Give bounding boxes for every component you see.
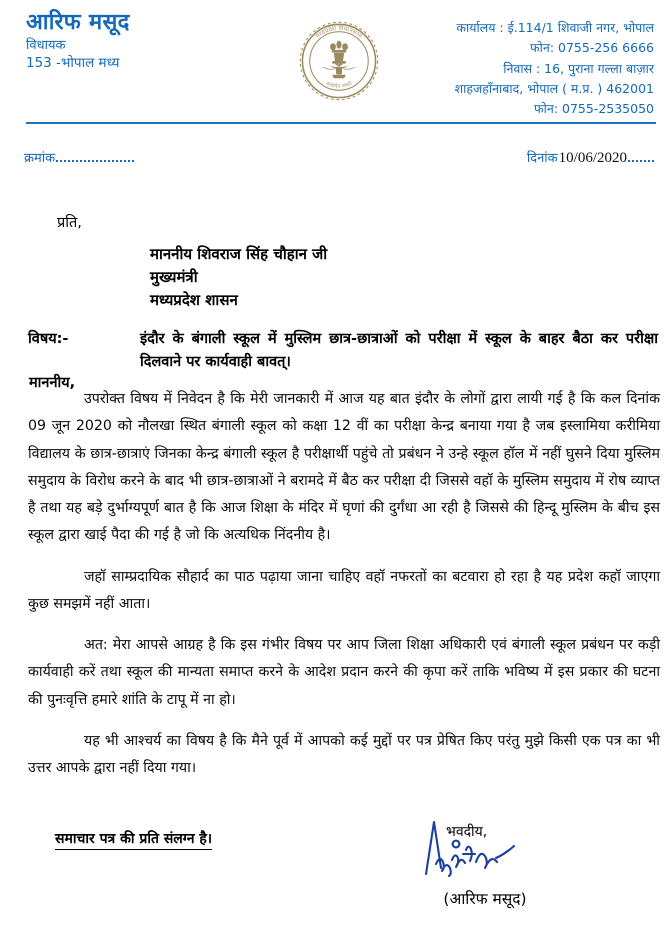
body-paragraph: उपरोक्त विषय में निवेदन है कि मेरी जानकारी में आज यह बात इंदौर के लोगों द्वारा लायी गई है कि कल दिनांक 09 जून 2020 को नौलखा स्थित बंगाली स्कूल को कक्षा 12 वीं का परीक्षा केन्द्र बनाया गया है जब इस्लामिया करीमिया विद्यालय के छात्र-छात्राएं जिनका केन्द्र बंगाली स्कूल है परीक्षार्थी पहुंचे तो प्रबंधन ने उन्हे स्कूल हॉल में नहीं घुसने दिया मुस्लिम समुदाय के विरोध करने के बाद भी छात्र-छात्राओं ने बरामदे में बैठ कर परीक्षा दी जिससे वहॉ के मुस्लिम समुदाय में रोष व्याप्त है तथा यह बड़े दुर्भाग्यपूर्ण बात है कि आज शिक्षा के मंदिर में घृणां की दुर्गंधा आ रही है जिससे की हिन्दू मुस्लिम के बीच इस स्कूल द्वारा खाई पैदा की गई है जो कि अत्यधिक निंदनीय है। — [28, 391, 660, 544]
addressee-line-3: मध्यप्रदेश शासन — [150, 290, 238, 309]
reference-label: क्रमांक — [24, 151, 56, 166]
office-address: कार्यालय : ई.114/1 शिवाजी नगर, भोपाल — [456, 20, 654, 35]
svg-text:सत्यमेव जयते: सत्यमेव जयते — [325, 81, 353, 90]
reference-date-row — [0, 148, 668, 174]
letterhead-contact — [455, 18, 654, 119]
reference-dotted-line — [56, 151, 134, 162]
reference-number-field — [24, 148, 134, 166]
addressee-line-2: मुख्यमंत्री — [150, 267, 198, 286]
mla-constituency: 153 -भोपाल मध्य — [26, 55, 120, 72]
signatory-name: (आरिफ मसूद) — [443, 890, 527, 908]
addressee-line-1: माननीय शिवराज सिंह चौहान जी — [150, 245, 328, 263]
greeting: माननीय, — [29, 375, 76, 391]
residence-address-line1: निवास : 16, पुराना गल्ला बाज़ार — [503, 60, 654, 76]
residence-phone: फोन: 0755-2535050 — [534, 101, 654, 116]
enclosure-note: समाचार पत्र की प्रति संलग्न है। — [55, 829, 212, 850]
letterhead-divider — [26, 122, 656, 124]
svg-text:मध्यप्रदेश विधानसभा: मध्यप्रदेश विधानसभा — [314, 24, 364, 40]
letterhead — [0, 0, 668, 128]
date-dotted-line — [628, 151, 654, 162]
subject-row — [28, 328, 658, 375]
body-paragraph: जहॉ साम्प्रदायिक सौहार्द का पाठ पढ़ाया जाना चाहिए वहॉ नफरतों का बटवारा हो रहा है यह प्रदेश कहॉ जाएगा कुछ समझमें नहीं आता। — [28, 568, 660, 612]
subject-label: विषय:- — [28, 331, 69, 347]
signature-block — [390, 822, 580, 909]
residence-address-line2: शाहजहाँनाबाद, भोपाल ( म.प्र. ) 462001 — [454, 80, 654, 96]
closing-salutation: भवदीय, — [446, 824, 488, 840]
addressee-block — [150, 243, 327, 311]
to-label: प्रति, — [57, 215, 82, 231]
letterhead-identity — [26, 10, 130, 72]
date-label: दिनांक — [526, 151, 558, 166]
mla-name: आरिफ मसूद — [26, 10, 130, 35]
body-paragraph: यह भी आश्चर्य का विषय है कि मैने पूर्व में आपको कई मुद्दों पर पत्र प्रेषित किए परंतु मुझे किसी एक पत्र का भी उत्तर आपके द्वारा नहीं दिया गया। — [28, 732, 660, 777]
government-emblem-seal-icon — [296, 18, 382, 104]
date-field — [527, 148, 654, 167]
mla-designation: विधायक — [26, 37, 66, 53]
letter-body — [28, 386, 660, 782]
subject-text: इंदौर के बंगाली स्कूल में मुस्लिम छात्र-छात्राओं को परीक्षा में स्कूल के बाहर बैठा कर परीक्षा दिलवाने पर कार्यवाही बावत्। — [140, 331, 658, 371]
office-phone: फोन: 0755-256 6666 — [530, 40, 654, 56]
body-paragraph: अत: मेरा आपसे आग्रह है कि इस गंभीर विषय पर आप जिला शिक्षा अधिकारी एवं बंगाली स्कूल प्रबंधन पर कड़ी कार्यवाही करें तथा स्कूल की मान्यता समाप्त करने के आदेश प्रदान करने की कृपा करें ताकि भविष्य में इस प्रकार की घटना की पुनःवृत्ति हमारे शांति के टापू में ना हो। — [28, 637, 660, 708]
date-value: 10/06/2020 — [558, 150, 627, 166]
